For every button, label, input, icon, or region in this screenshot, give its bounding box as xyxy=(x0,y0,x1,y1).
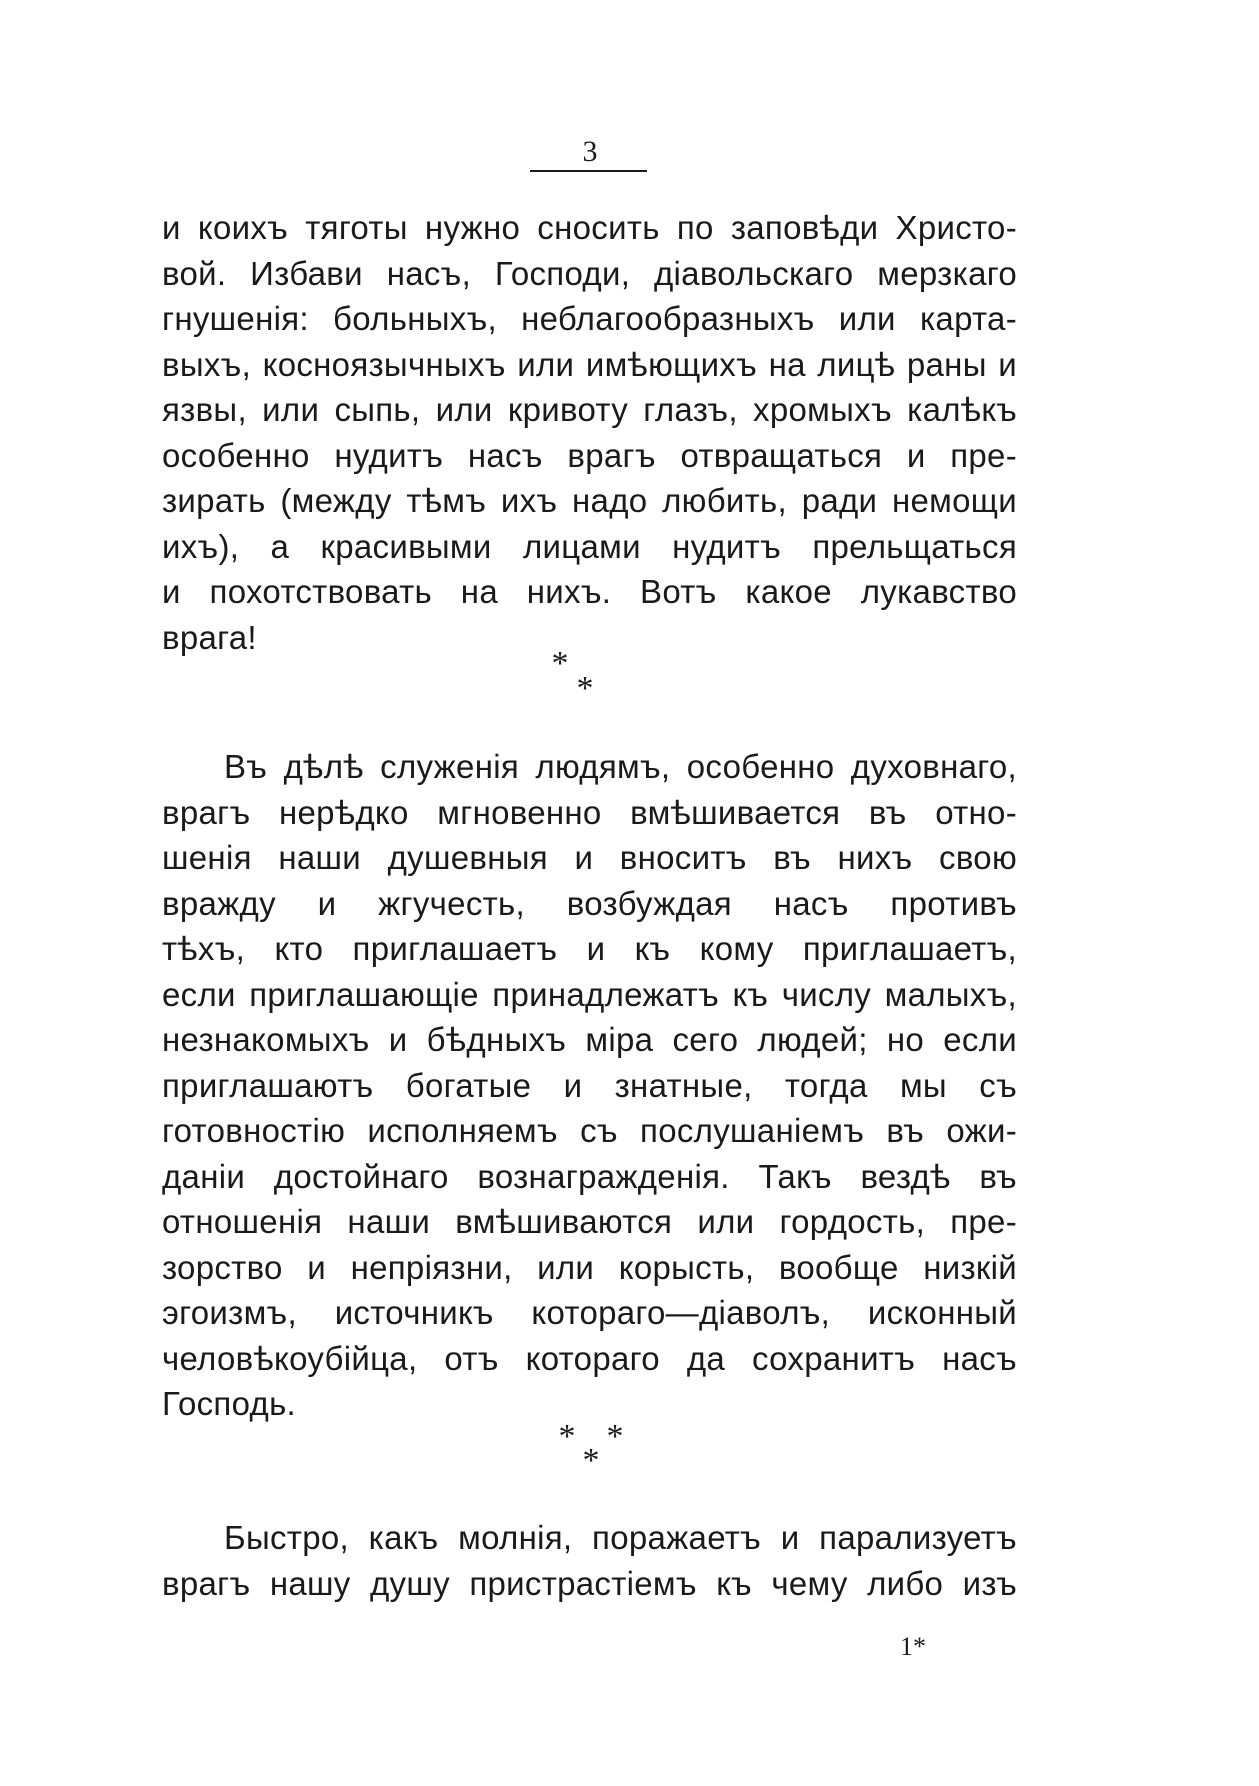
text-line: Господь. xyxy=(162,1385,297,1422)
text-line: гнушенія: больныхъ, неблагообразныхъ или карта- xyxy=(162,300,1017,337)
text-line: врагъ нашу душу пристрастіемъ къ чему либо изъ xyxy=(162,1564,1017,1602)
text-line: врагъ нерѣдко мгновенно вмѣшивается въ отно- xyxy=(162,793,1017,831)
asterisk-mark: * xyxy=(606,1418,624,1455)
text-line: эгоизмъ, источникъ котораго—діаволъ, исконный xyxy=(162,1294,1017,1331)
text-line: тѣхъ, кто приглашаетъ и къ кому приглашаетъ, xyxy=(162,930,1017,967)
text-line: даніи достойнаго вознагражденія. Такъ вездѣ въ xyxy=(162,1157,1017,1195)
text-line: готовностію исполняемъ съ послушаніемъ въ ожи- xyxy=(162,1112,1017,1149)
text-line: врага! xyxy=(162,618,257,656)
text-line: вражду и жгучесть, возбуждая насъ противъ xyxy=(162,884,1017,922)
text-line: выхъ, косноязычныхъ или имѣющихъ на лицѣ раны и xyxy=(162,345,1017,383)
text-line: шенія наши душевныя и вноситъ въ нихъ свою xyxy=(162,839,1017,876)
asterisk-mark: * xyxy=(558,1418,576,1455)
text-line: незнакомыхъ и бѣдныхъ міра сего людей; но если xyxy=(162,1021,1017,1058)
text-line: человѣкоубійца, отъ котораго да сохранитъ насъ xyxy=(162,1339,1017,1377)
text-line: Въ дѣлѣ служенія людямъ, особенно духовнаго, xyxy=(224,748,1017,785)
text-line: приглашаютъ богатые и знатные, тогда мы съ xyxy=(162,1066,1017,1104)
text-line: зирать (между тѣмъ ихъ надо любить, ради немощи xyxy=(162,482,1017,519)
text-line: и коихъ тяготы нужно сносить по заповѣди Христо- xyxy=(162,209,1017,246)
signature-mark: 1* xyxy=(900,1632,926,1661)
text-line: особенно нудитъ насъ врагъ отвращаться и пре- xyxy=(162,436,1017,474)
text-line: ихъ), а красивыми лицами нудитъ прельщаться xyxy=(162,527,1017,565)
text-line: зорство и непріязни, или корысть, вообще низкій xyxy=(162,1248,1017,1286)
page-number: 3 xyxy=(582,135,598,168)
text-line: если приглашающіе принадлежатъ къ числу малыхъ, xyxy=(162,975,1017,1013)
text-line: Быстро, какъ молнія, поражаетъ и парализуетъ xyxy=(224,1519,1017,1556)
text-line: и похотствовать на нихъ. Вотъ какое лукавство xyxy=(162,573,1017,610)
text-line: вой. Избави насъ, Господи, діавольскаго мерзкаго xyxy=(162,254,1017,292)
asterisk-mark: * xyxy=(576,670,594,707)
paragraph-3 xyxy=(162,1515,1017,1606)
page-number-rule xyxy=(530,170,647,172)
asterisk-mark: * xyxy=(582,1442,600,1479)
paragraph-1 xyxy=(162,205,1017,660)
asterisk-mark: * xyxy=(551,645,569,682)
text-line: язвы, или сыпь, или кривоту глазъ, хромыхъ калѣкъ xyxy=(162,391,1017,428)
text-line: отношенія наши вмѣшиваются или гордость, пре- xyxy=(162,1203,1017,1240)
paragraph-2 xyxy=(162,744,1017,1427)
